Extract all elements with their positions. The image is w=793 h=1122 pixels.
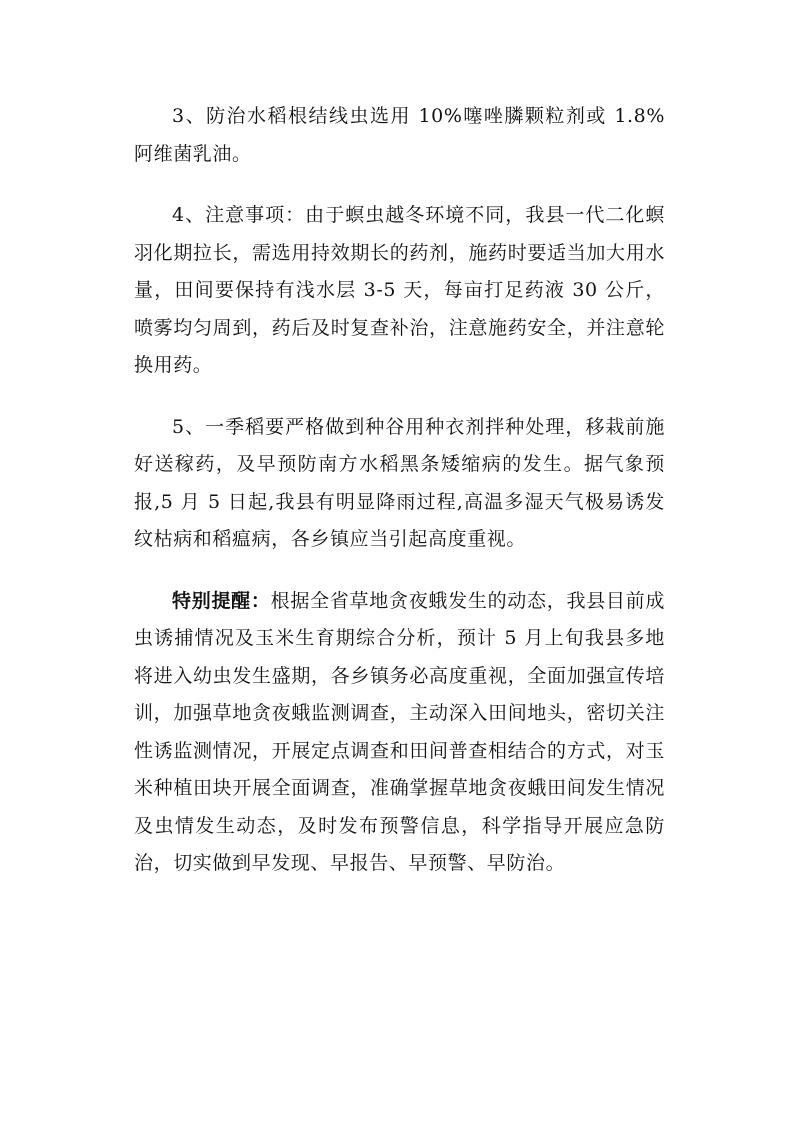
special-reminder-text: 根据全省草地贪夜蛾发生的动态，我县目前成虫诱捕情况及玉米生育期综合分析，预计 5 月上旬我县多地将进入幼虫发生盛期，各乡镇务必高度重视，全面加强宣传培训，加强草地贪夜蛾监测调查，主动深入田间地头，密切关注性诱监测情况，开展定点调查和田间普查相结合的方式，对玉米种植田块开展全面调查，准确掌握草地贪夜蛾田间发生情况及虫情发生动态，及时发布预警信息，科学指导开展应急防治，切实做到早发现、早报告、早预警、早防治。	[134, 589, 665, 874]
special-reminder-label: 特别提醒：	[172, 589, 271, 612]
paragraph-single-season-rice: 5、一季稻要严格做到种谷用种衣剂拌种处理，移栽前施好送稼药，及早预防南方水稻黑条矮缩病的发生。据气象预报,5 月 5 日起,我县有明显降雨过程,高温多湿天气极易诱发纹枯病和稻瘟病，各乡镇应当引起高度重视。	[134, 415, 665, 550]
paragraph-nematode-control: 3、防治水稻根结线虫选用 10%噻唑膦颗粒剂或 1.8%阿维菌乳油。	[134, 105, 665, 165]
paragraph-precautions: 4、注意事项：由于螟虫越冬环境不同，我县一代二化螟羽化期拉长，需选用持效期长的药剂，施药时要适当加大用水量，田间要保持有浅水层 3-5 天，每亩打足药液 30 公斤，喷雾均匀周到，药后及时复查补治，注意施药安全，并注意轮换用药。	[134, 204, 665, 376]
paragraph-special-reminder	[134, 583, 665, 883]
